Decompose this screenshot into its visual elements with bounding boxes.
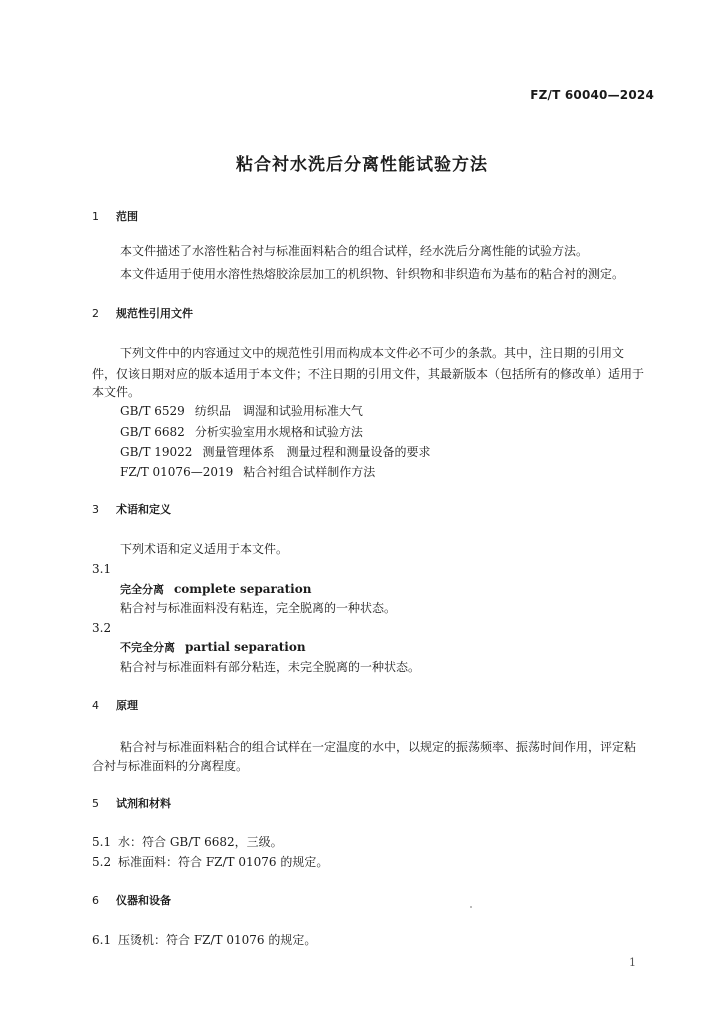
- section-2-heading: [92, 307, 193, 321]
- section-number: 3: [92, 503, 99, 516]
- term-number: 3.1: [92, 562, 112, 576]
- section-number: 5: [92, 797, 99, 810]
- reference-code: GB/T 6529: [120, 404, 185, 418]
- section-6-heading: [92, 894, 171, 908]
- term-entry: [120, 582, 311, 597]
- term-english: partial separation: [185, 640, 306, 654]
- reference-title: 测量管理体系 测量过程和测量设备的要求: [202, 445, 431, 459]
- clause-number: 6.1: [92, 933, 112, 947]
- clause-item: [92, 835, 283, 849]
- term-chinese: 不完全分离: [120, 641, 175, 654]
- term-definition: 粘合衬与标准面料没有粘连，完全脱离的一种状态。: [120, 601, 397, 615]
- section-title: 试剂和材料: [116, 797, 171, 810]
- section-1-heading: [92, 210, 138, 224]
- clause-item: [92, 855, 328, 869]
- clause-text: 压烫机：符合 FZ/T 01076 的规定。: [118, 933, 317, 947]
- reference-title: 纺织品 调湿和试验用标准大气: [194, 404, 363, 418]
- document-title: 粘合衬水洗后分离性能试验方法: [236, 155, 488, 175]
- section-4-paragraph-line-2: 合衬与标准面料的分离程度。: [92, 759, 249, 773]
- section-title: 仪器和设备: [116, 894, 171, 907]
- section-2-paragraph-line-3: 本文件。: [92, 385, 141, 399]
- clause-number: 5.2: [92, 855, 112, 869]
- section-2-paragraph-line-2: 件，仅该日期对应的版本适用于本文件；不注日期的引用文件，其最新版本（包括所有的修改单）适用于: [92, 367, 645, 381]
- term-definition: 粘合衬与标准面料有部分粘连，未完全脱离的一种状态。: [120, 660, 421, 674]
- page-number: 1: [629, 956, 636, 969]
- normative-reference: [120, 404, 363, 418]
- scan-speck: [470, 906, 472, 908]
- reference-code: GB/T 6682: [120, 425, 185, 439]
- section-2-paragraph-line-1: 下列文件中的内容通过文中的规范性引用而构成本文件必不可少的条款。其中，注日期的引用文: [120, 346, 625, 360]
- reference-code: FZ/T 01076—2019: [120, 465, 234, 479]
- section-number: 1: [92, 210, 99, 223]
- section-title: 原理: [116, 699, 138, 712]
- term-chinese: 完全分离: [120, 583, 164, 596]
- standard-code: FZ/T 60040—2024: [530, 88, 654, 102]
- section-title: 范围: [116, 210, 138, 223]
- term-number: 3.2: [92, 621, 112, 635]
- section-title: 规范性引用文件: [116, 307, 193, 320]
- term-english: complete separation: [174, 582, 312, 596]
- reference-title: 分析实验室用水规格和试验方法: [194, 425, 363, 439]
- reference-code: GB/T 19022: [120, 445, 193, 459]
- normative-reference: [120, 425, 363, 439]
- section-5-heading: [92, 797, 171, 811]
- section-4-paragraph-line-1: 粘合衬与标准面料粘合的组合试样在一定温度的水中，以规定的振荡频率、振荡时间作用，评定粘: [120, 740, 637, 754]
- section-3-intro: 下列术语和定义适用于本文件。: [120, 542, 289, 556]
- clause-text: 标准面料：符合 FZ/T 01076 的规定。: [118, 855, 329, 869]
- section-number: 6: [92, 894, 99, 907]
- section-1-paragraph-1: 本文件描述了水溶性粘合衬与标准面料粘合的组合试样，经水洗后分离性能的试验方法。: [120, 244, 589, 258]
- normative-reference: [120, 465, 375, 479]
- clause-number: 5.1: [92, 835, 112, 849]
- normative-reference: [120, 445, 430, 459]
- section-4-heading: [92, 699, 138, 713]
- clause-item: [92, 933, 316, 947]
- section-1-paragraph-2: 本文件适用于使用水溶性热熔胶涂层加工的机织物、针织物和非织造布为基布的粘合衬的测定。: [120, 267, 625, 281]
- section-3-heading: [92, 503, 171, 517]
- clause-text: 水：符合 GB/T 6682，三级。: [118, 835, 283, 849]
- section-title: 术语和定义: [116, 503, 171, 516]
- section-number: 2: [92, 307, 99, 320]
- reference-title: 粘合衬组合试样制作方法: [243, 465, 376, 479]
- term-entry: [120, 640, 306, 655]
- section-number: 4: [92, 699, 99, 712]
